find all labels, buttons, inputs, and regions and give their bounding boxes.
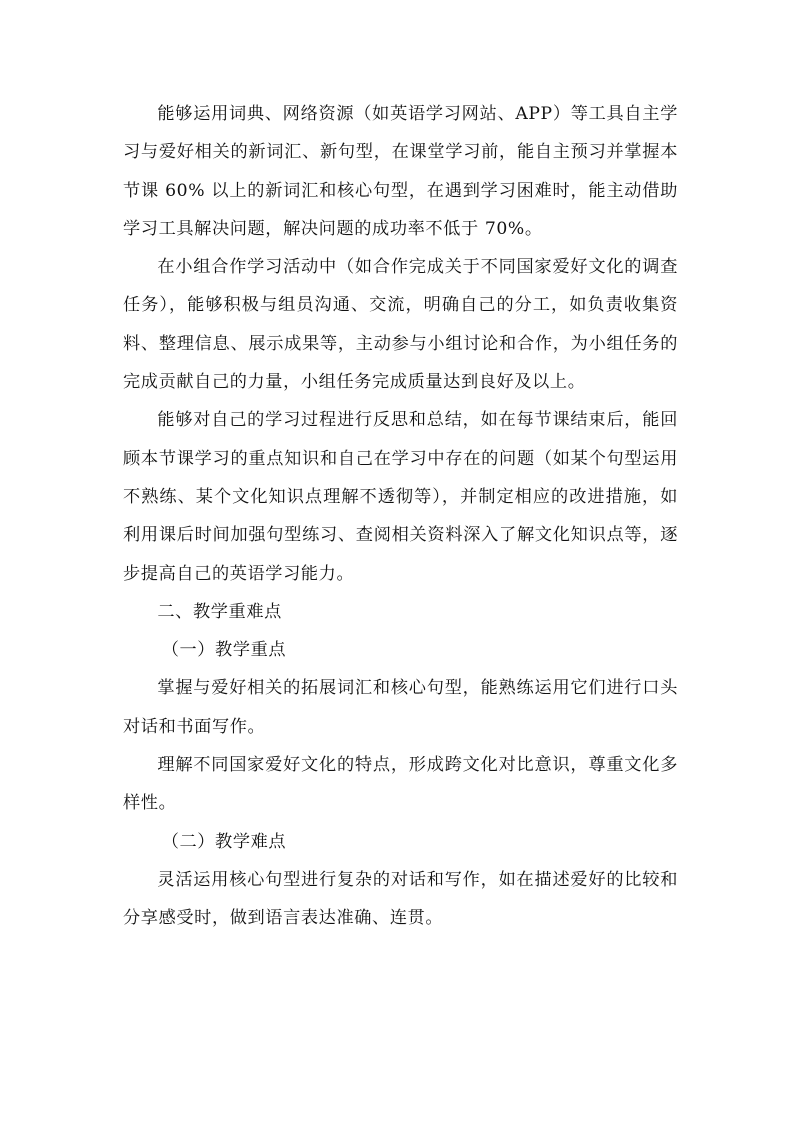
section-heading-key-difficult-points: 二、教学重难点 (157, 601, 282, 622)
subheading-teaching-focus: （一）教学重点 (161, 640, 287, 661)
paragraph-reflection: 能够对自己的学习过程进行反思和总结，如在每节课结束后，能回顾本节课学习的重点知识和自己在学习中存在的问题（如某个句型运用不熟练、某个文化知识点理解不透彻等），并制定相应的改进措施，如利用课后时间加强句型练习、查阅相关资料深入了解文化知识点等，逐步提高自己的英语学习能力。 (123, 410, 678, 584)
paragraph-self-study: 能够运用词典、网络资源（如英语学习网站、APP）等工具自主学习与爱好相关的新词汇、新句型，在课堂学习前，能自主预习并掌握本节课 60% 以上的新词汇和核心句型，在遇到学习困难时，能主动借助学习工具解决问题，解决问题的成功率不低于 70%。 (123, 104, 678, 239)
paragraph-focus-culture: 理解不同国家爱好文化的特点，形成跨文化对比意识，尊重文化多样性。 (123, 755, 678, 814)
subheading-teaching-difficulty: （二）教学难点 (161, 831, 287, 852)
paragraph-group-cooperation: 在小组合作学习活动中（如合作完成关于不同国家爱好文化的调查任务），能够积极与组员沟通、交流，明确自己的分工，如负责收集资料、整理信息、展示成果等，主动参与小组讨论和合作，为小组任务的完成贡献自己的力量，小组任务完成质量达到良好及以上。 (123, 257, 678, 393)
paragraph-difficulty-usage: 灵活运用核心句型进行复杂的对话和写作，如在描述爱好的比较和分享感受时，做到语言表达准确、连贯。 (123, 869, 678, 929)
paragraph-focus-vocabulary: 掌握与爱好相关的拓展词汇和核心句型，能熟练运用它们进行口头对话和书面写作。 (123, 678, 678, 737)
